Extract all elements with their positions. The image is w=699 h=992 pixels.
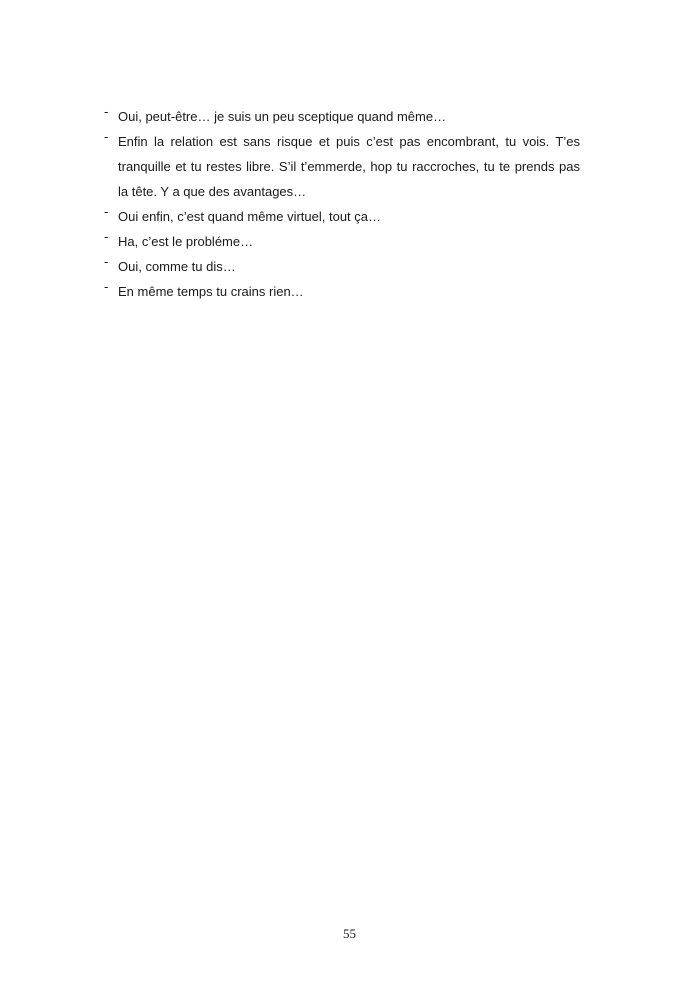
- dialogue-line: [104, 279, 580, 304]
- dash-bullet: -: [104, 229, 109, 244]
- dash-bullet: -: [104, 129, 109, 144]
- dialogue-line-text: Enfin la relation est sans risque et puis c’est pas encombrant, tu vois. T’es tranquille et tu restes libre. S’il t’emmerde, hop tu raccroches, tu te prends pas la tête. Y a que des avantages…: [118, 134, 580, 199]
- dialogue-line: [104, 254, 580, 279]
- dialogue-line-text: En même temps tu crains rien…: [118, 284, 304, 299]
- dialogue-line-text: Ha, c’est le probléme…: [118, 234, 254, 249]
- dialogue-line-text: Oui, peut-être… je suis un peu sceptique quand même…: [118, 109, 447, 124]
- dialogue-line: [104, 104, 580, 129]
- page-number: 55: [343, 926, 356, 941]
- dialogue-line: [104, 129, 580, 204]
- dash-bullet: -: [104, 104, 109, 119]
- dialogue-line: [104, 204, 580, 229]
- dash-bullet: -: [104, 254, 109, 269]
- dialogue-list: [104, 104, 580, 304]
- dialogue-line: [104, 229, 580, 254]
- dialogue-line-text: Oui enfin, c’est quand même virtuel, tout ça…: [118, 209, 382, 224]
- dialogue-line-text: Oui, comme tu dis…: [118, 259, 236, 274]
- dash-bullet: -: [104, 279, 109, 294]
- dash-bullet: -: [104, 204, 109, 219]
